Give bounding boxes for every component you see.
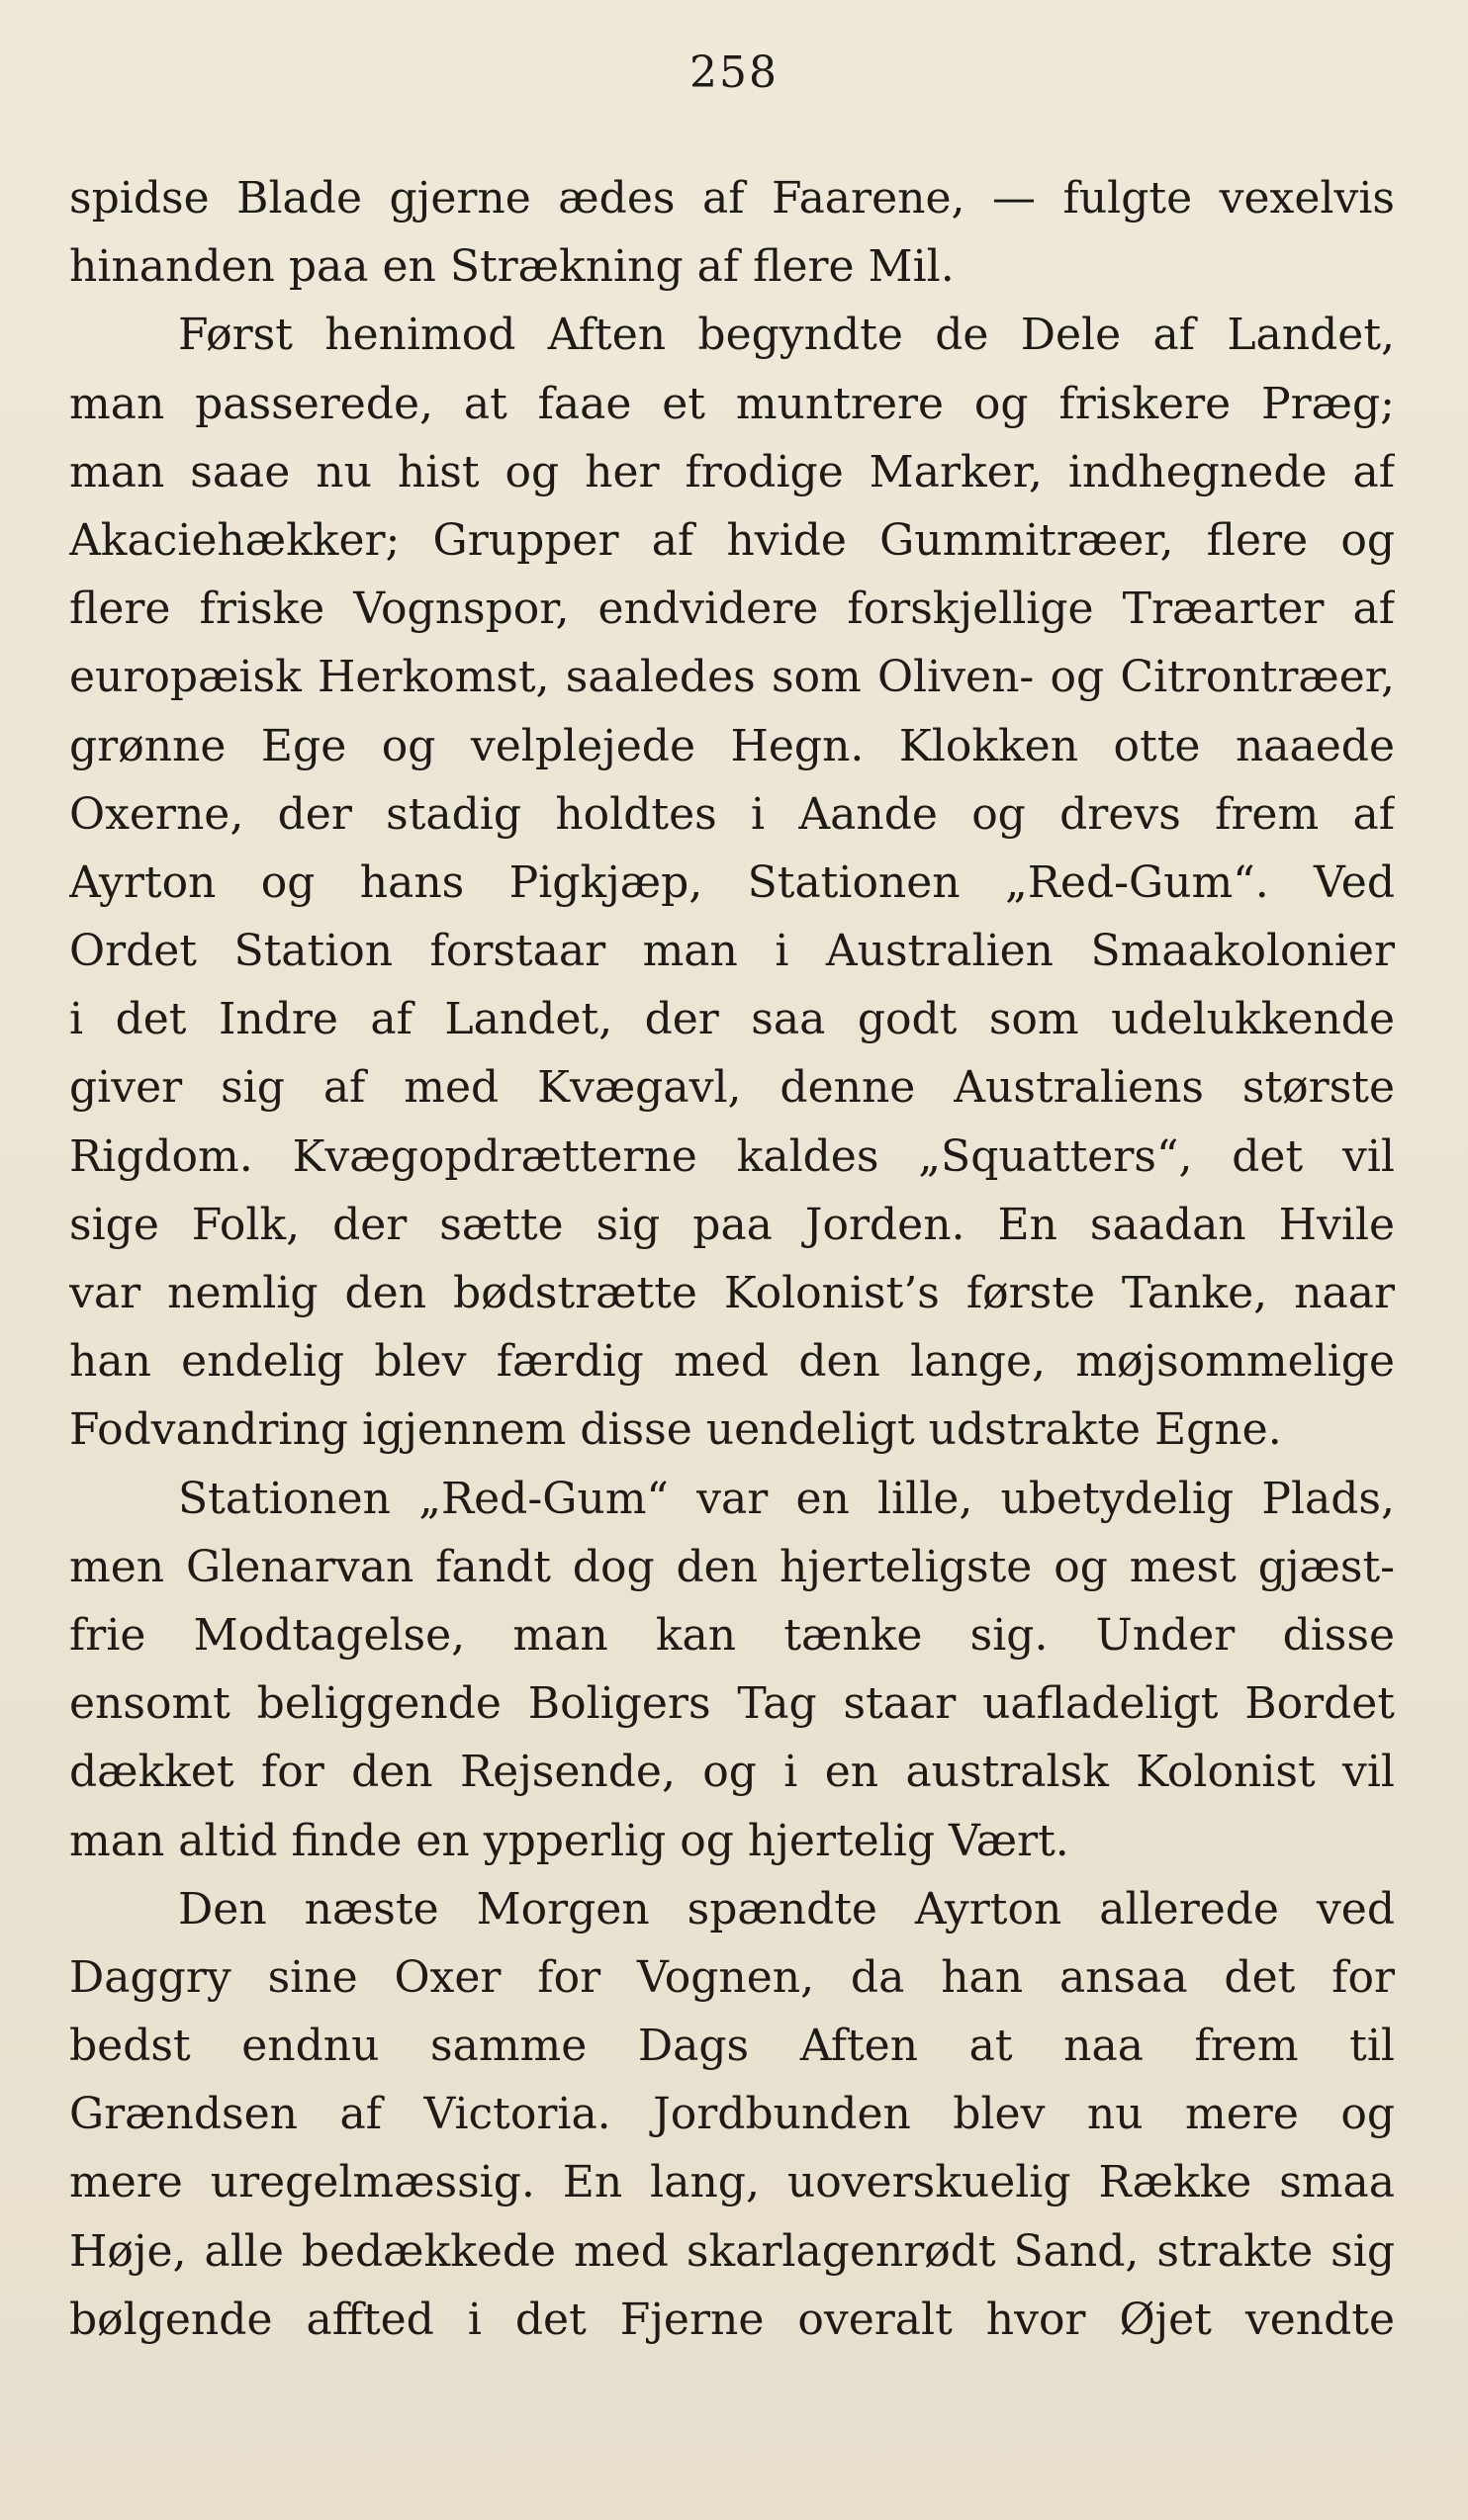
text-line: Høje, alle bedækkede med skarlagenrødt Sand, strakte sig: [69, 2225, 1395, 2277]
paragraph-start-line: Stationen „Red-Gum“ var en lille, ubetydelig Plads,: [178, 1473, 1395, 1524]
text-line: Fodvandring igjennem disse uendeligt udstrakte Egne.: [69, 1404, 1282, 1456]
text-line: frie Modtagelse, man kan tænke sig. Under disse: [69, 1609, 1395, 1661]
text-line: mere uregelmæssig. En lang, uoverskuelig Række smaa: [69, 2157, 1395, 2208]
text-line: sige Folk, der sætte sig paa Jorden. En saadan Hvile: [69, 1199, 1395, 1250]
text-line: Grændsen af Victoria. Jordbunden blev nu mere og: [69, 2089, 1395, 2140]
text-line: man passerede, at faae et muntrere og friskere Præg;: [69, 378, 1395, 429]
text-line: men Glenarvan fandt dog den hjerteligste og mest gjæst-: [69, 1541, 1395, 1592]
text-line: giver sig af med Kvægavl, denne Australiens største: [69, 1062, 1395, 1114]
text-line: spidse Blade gjerne ædes af Faarene, — fulgte vexelvis: [69, 173, 1395, 224]
paragraph-start-line: Først henimod Aften begyndte de Dele af Landet,: [178, 310, 1395, 361]
text-line: Oxerne, der stadig holdtes i Aande og drevs frem af: [69, 788, 1395, 840]
text-line: Akaciehækker; Grupper af hvide Gummitræer, flere og: [69, 514, 1395, 566]
body-text: [69, 164, 1395, 2354]
text-line: var nemlig den bødstrætte Kolonist’s første Tanke, naar: [69, 1268, 1395, 1318]
text-line: bedst endnu samme Dags Aften at naa frem til: [69, 2021, 1395, 2072]
text-line: Daggry sine Oxer for Vognen, da han ansaa det for: [69, 1951, 1395, 2003]
text-line: bølgende affted i det Fjerne overalt hvor Øjet vendte: [69, 2294, 1395, 2345]
text-line: dækket for den Rejsende, og i en australsk Kolonist vil: [69, 1747, 1395, 1798]
page-number: 258: [689, 47, 779, 98]
text-line: hinanden paa en Strækning af flere Mil.: [69, 241, 955, 293]
text-line: ensomt beliggende Boligers Tag staar uafladeligt Bordet: [69, 1678, 1395, 1730]
text-line: han endelig blev færdig med den lange, møjsommelige: [69, 1336, 1395, 1388]
text-line: europæisk Herkomst, saaledes som Oliven- og Citrontræer,: [69, 652, 1395, 703]
text-line: i det Indre af Landet, der saa godt som udelukkende: [69, 994, 1395, 1045]
text-line: Ordet Station forstaar man i Australien Smaakolonier: [69, 926, 1395, 977]
text-line: flere friske Vognspor, endvidere forskjellige Træarter af: [69, 584, 1395, 635]
text-line: grønne Ege og velplejede Hegn. Klokken otte naaede: [69, 720, 1395, 771]
text-line: man altid finde en ypperlig og hjertelig Vært.: [69, 1815, 1069, 1866]
text-line: Ayrton og hans Pigkjæp, Stationen „Red-Gum“. Ved: [69, 856, 1395, 908]
paragraph-start-line: Den næste Morgen spændte Ayrton allerede ved: [178, 1883, 1395, 1935]
text-line: Rigdom. Kvægopdrætterne kaldes „Squatters“, det vil: [69, 1130, 1395, 1182]
text-line: man saae nu hist og her frodige Marker, indhegnede af: [69, 446, 1395, 497]
